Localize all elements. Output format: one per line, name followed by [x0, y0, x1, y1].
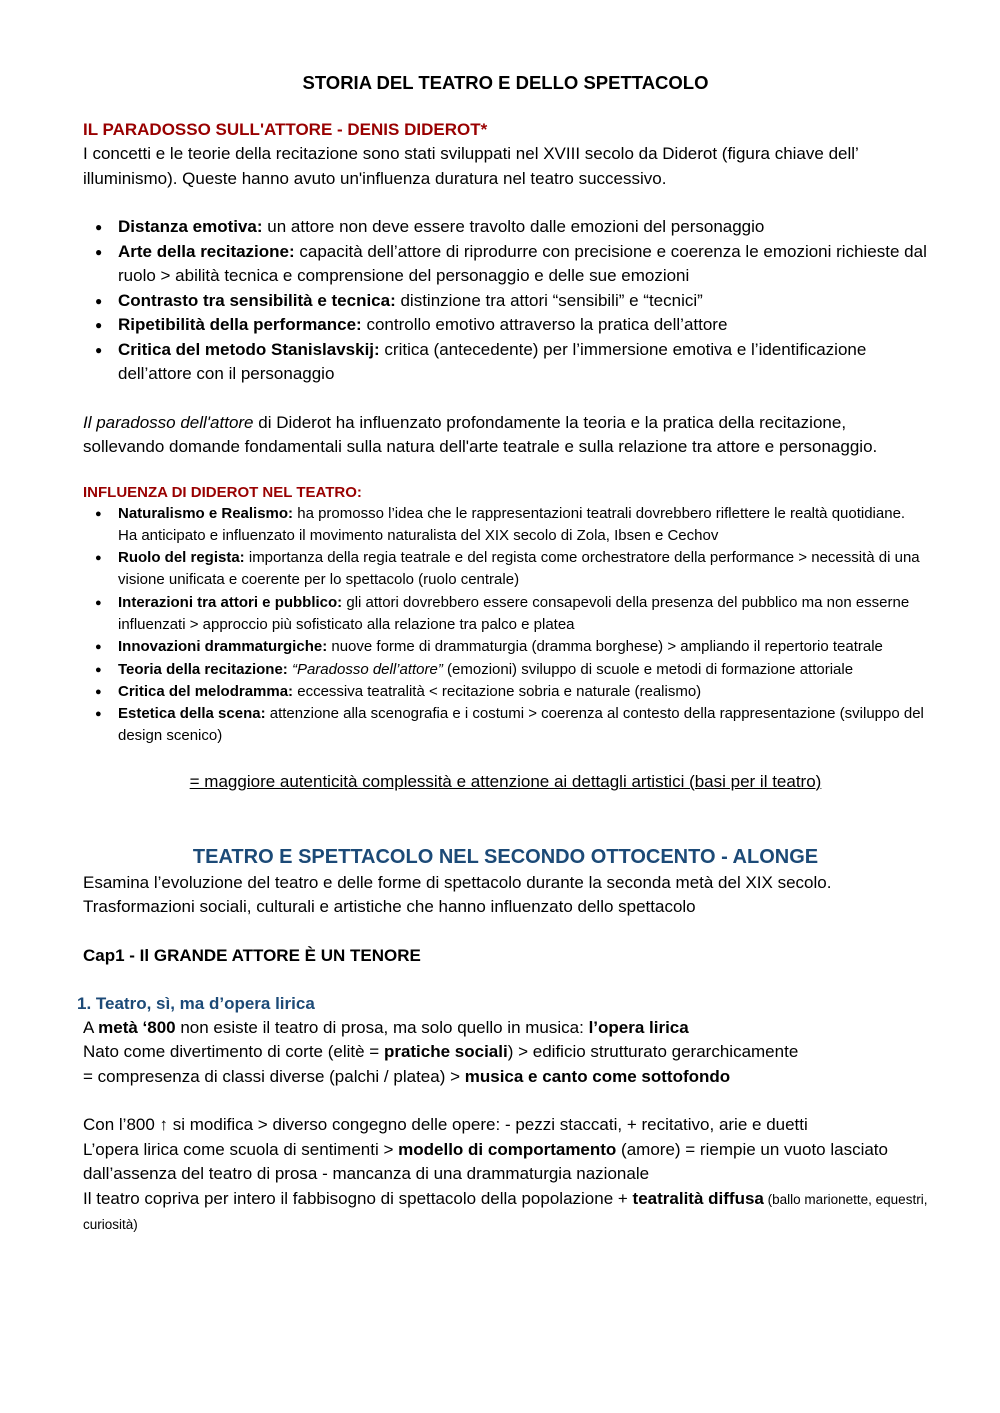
- text-run: Nato come divertimento di corte (elitè =: [83, 1042, 384, 1062]
- bullet-term: Critica del metodo Stanislavskij:: [118, 339, 380, 359]
- list-item: [83, 547, 928, 592]
- bold-run: metà ‘800: [98, 1017, 176, 1037]
- list-item: [83, 659, 928, 681]
- bold-run: musica e canto come sottofondo: [464, 1066, 731, 1086]
- book-title: Il paradosso dell'attore: [83, 412, 254, 432]
- list-item: [83, 681, 928, 703]
- body-line: [83, 1016, 928, 1041]
- bullet-text: critica (antecedente) per l’immersione emotiva e l’identificazione dell’attore con il personaggio: [118, 339, 867, 383]
- diderot-heading: IL PARADOSSO SULL'ATTORE - DENIS DIDEROT*: [83, 120, 488, 139]
- bullet-term: Contrasto tra sensibilità e tecnica:: [118, 290, 396, 310]
- document-page: [77, 70, 928, 1238]
- bullet-text: eccessiva teatralità < recitazione sobria e naturale (realismo): [293, 682, 702, 700]
- document-title: STORIA DEL TEATRO E DELLO SPETTACOLO: [302, 72, 709, 93]
- list-item: [83, 338, 928, 387]
- text-run: A: [83, 1017, 99, 1037]
- body-line: [83, 1065, 928, 1090]
- bullet-term: Arte della recitazione:: [118, 241, 295, 261]
- bold-run: pratiche sociali: [383, 1042, 508, 1062]
- text-run: L’opera lirica come scuola di sentimenti >: [83, 1139, 399, 1159]
- list-item: [83, 592, 928, 637]
- bullet-text: gli attori dovrebbero essere consapevoli della presenza del pubblico ma non esserne influenzati > approccio più sofisticato alla relazione tra palco e platea: [118, 593, 910, 633]
- list-item: [83, 240, 928, 289]
- spacer: [83, 1089, 928, 1113]
- list-item: [83, 215, 928, 240]
- bullet-term: Estetica della scena:: [118, 705, 266, 723]
- bold-run: teatralità diffusa: [632, 1188, 764, 1208]
- bold-run: modello di comportamento: [398, 1139, 617, 1159]
- bullet-term: Teoria della recitazione:: [118, 660, 288, 678]
- list-item: [83, 636, 928, 658]
- bullet-term: Ripetibilità della performance:: [118, 315, 362, 334]
- text-run: non esiste il teatro di prosa, ma solo quello in musica:: [175, 1017, 589, 1037]
- alonge-heading: TEATRO E SPETTACOLO NEL SECONDO OTTOCENTO - ALONGE: [192, 845, 819, 868]
- bullet-italic: “Paradosso dell’attore”: [287, 660, 443, 678]
- influence-heading: INFLUENZA DI DIDEROT NEL TEATRO:: [83, 483, 362, 501]
- section-heading: 1. Teatro, sì, ma d’opera lirica: [77, 993, 315, 1013]
- bullet-text: controllo emotivo attraverso la pratica dell’attore: [361, 315, 728, 334]
- diderot-intro: I concetti e le teorie della recitazione sono stati sviluppati nel XVIII secolo da Diderot (figura chiave dell’ illuminismo). Queste hanno avuto un'influenza duratura nel teatro successivo.: [83, 144, 859, 188]
- bullet-term: Critica del melodramma:: [118, 682, 294, 700]
- list-item: [83, 503, 928, 548]
- influence-bullet-list: [83, 503, 928, 748]
- list-item: [83, 289, 928, 314]
- body-line: [83, 1187, 928, 1238]
- text-run: Il teatro copriva per intero il fabbisogno di spettacolo della popolazione +: [83, 1188, 633, 1208]
- bullet-term: Interazioni tra attori e pubblico:: [118, 593, 343, 611]
- bullet-text: un attore non deve essere travolto dalle emozioni del personaggio: [262, 217, 765, 236]
- list-item: [83, 313, 928, 338]
- bullet-text: importanza della regia teatrale e del regista come orchestratore della performance > necessità di una visione unificata e coerente per lo spettacolo (ruolo centrale): [118, 549, 920, 589]
- text-run: (amore) = riempie un vuoto lasciato dall’assenza del teatro di prosa - mancanza di una drammaturgia nazionale: [83, 1139, 888, 1184]
- text-run: = compresenza di classi diverse (palchi / platea) >: [83, 1066, 465, 1086]
- bullet-text: (emozioni) sviluppo di scuole e metodi di formazione attoriale: [442, 660, 854, 678]
- bullet-text: attenzione alla scenografia e i costumi > coerenza al contesto della rappresentazione (sviluppo del design scenico): [118, 705, 924, 745]
- bullet-text: distinzione tra attori “sensibili” e “tecnici”: [395, 290, 703, 310]
- conclusion-text: = maggiore autenticità complessità e attenzione ai dettagli artistici (basi per il teatro): [189, 771, 822, 791]
- alonge-intro-2: Trasformazioni sociali, culturali e artistiche che hanno influenzato dello spettacolo: [83, 897, 696, 917]
- text-run: ) > edificio strutturato gerarchicamente: [507, 1042, 799, 1062]
- body-line: Con l’800 ↑ si modifica > diverso congegno delle opere: - pezzi staccati, + recitativo, arie e duetti: [83, 1115, 808, 1135]
- bullet-term: Ruolo del regista:: [118, 549, 245, 567]
- alonge-intro-1: Esamina l’evoluzione del teatro e delle forme di spettacolo durante la seconda metà del XIX secolo.: [83, 872, 832, 892]
- bullet-term: Distanza emotiva:: [118, 217, 263, 236]
- bullet-text: nuove forme di drammaturgia (dramma borghese) > ampliando il repertorio teatrale: [327, 638, 883, 656]
- influence-conclusion: [83, 770, 928, 794]
- summary-text: di Diderot ha influenzato profondamente la teoria e la pratica della recitazione, sollevando domande fondamentali sulla natura dell'arte teatrale e sulla relazione tra attore e personaggio.: [83, 412, 878, 456]
- list-item: [83, 703, 928, 748]
- body-line: [83, 1138, 928, 1187]
- chapter-heading: Cap1 - Il GRANDE ATTORE È UN TENORE: [83, 945, 421, 965]
- bullet-term: Innovazioni drammaturgiche:: [118, 638, 328, 656]
- bullet-text: ha promosso l’idea che le rappresentazioni teatrali dovrebbero riflettere le realtà quotidiane. Ha anticipato e influenzato il movimento naturalista del XIX secolo di Zola, Ibsen e Cechov: [118, 504, 906, 544]
- small-run: (ballo marionette, equestri, curiosità): [83, 1191, 928, 1233]
- bullet-text: capacità dell’attore di riprodurre con precisione e coerenza le emozioni richieste dal ruolo > abilità tecnica e comprensione del personaggio e delle sue emozioni: [118, 241, 927, 285]
- bullet-term: Naturalismo e Realismo:: [118, 504, 294, 522]
- bold-run: l’opera lirica: [588, 1017, 689, 1037]
- body-line: [83, 1040, 928, 1065]
- diderot-summary: [83, 411, 928, 460]
- diderot-bullet-list: [83, 215, 928, 387]
